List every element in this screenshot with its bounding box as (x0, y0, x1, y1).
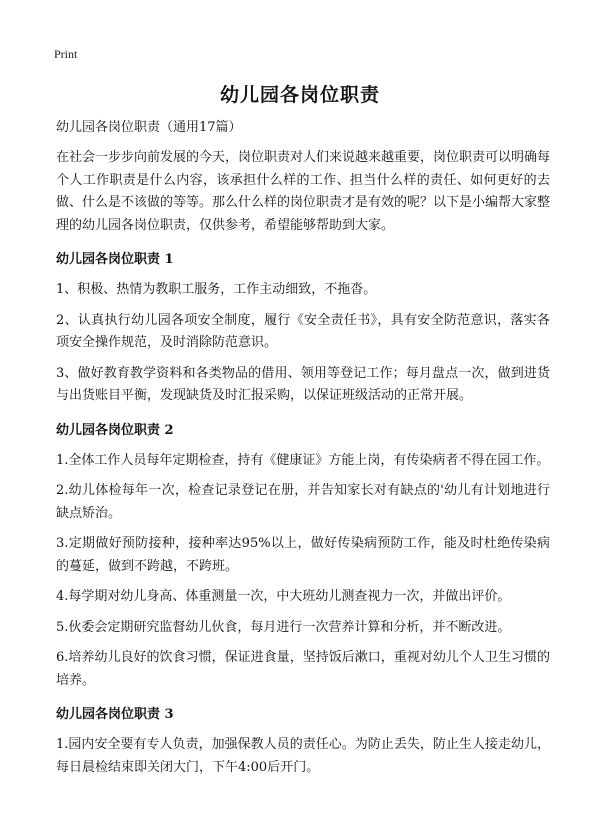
list-item: 1、积极、热情为教职工服务，工作主动细致，不拖沓。 (56, 282, 377, 297)
page-title: 幼儿园各岗位职责 (219, 84, 380, 106)
section-heading: 幼儿园各岗位职责 3 (56, 707, 174, 722)
list-item: 5.伙委会定期研究监督幼儿伙食，每月进行一次营养计算和分析，并不断改进。 (56, 619, 511, 635)
section-heading: 幼儿园各岗位职责 2 (56, 422, 174, 438)
intro-paragraph: 在社会一步步向前发展的今天，岗位职责对人们来说越来越重要，岗位职责可以明确每个人工作职责是什么内容，该承担什么样的工作、担当什么样的责任、如何更好的去做、什么是不该做的等等。那么什么样的岗位职责才是有效的呢？以下是小编帮大家整理的幼儿园各岗位职责，仅供参考，希望能够帮助到大家。 (56, 150, 551, 233)
list-item: 3.定期做好预防接种，接种率达95%以上，做好传染病预防工作，能及时杜绝传染病的蔓延，做到不跨越，不跨班。 (56, 536, 550, 574)
document-body (56, 117, 550, 787)
list-item: 2、认真执行幼儿园各项安全制度，履行《安全责任书》，具有安全防范意识，落实各项安全操作规范，及时消除防范意识。 (56, 312, 550, 350)
list-item: 3、做好教育教学资料和各类物品的借用、领用等登记工作；每月盘点一次，做到进货与出货账目平衡，发现缺货及时汇报采购，以保证班级活动的正常开展。 (56, 365, 550, 403)
list-item: 4.每学期对幼儿身高、体重测量一次，中大班幼儿测查视力一次，并做出评价。 (56, 589, 511, 604)
list-item: 6.培养幼儿良好的饮食习惯，保证进食量，坚持饭后漱口，重视对幼儿个人卫生习惯的培养。 (56, 650, 550, 688)
list-item: 1.园内安全要有专人负责，加强保教人员的责任心。为防止丢失，防止生人接走幼儿，每日晨检结束即关闭大门，下午4:00后开门。 (56, 737, 550, 775)
section-heading: 幼儿园各岗位职责 1 (56, 252, 174, 267)
print-link[interactable]: Print (54, 47, 78, 61)
list-item: 2.幼儿体检每年一次，检查记录登记在册，并告知家长对有缺点的'幼儿有计划地进行缺点矫治。 (56, 483, 550, 521)
document-subtitle: 幼儿园各岗位职责（通用17篇） (56, 120, 242, 135)
list-item: 1.全体工作人员每年定期检查，持有《健康证》方能上岗，有传染病者不得在园工作。 (56, 452, 550, 468)
